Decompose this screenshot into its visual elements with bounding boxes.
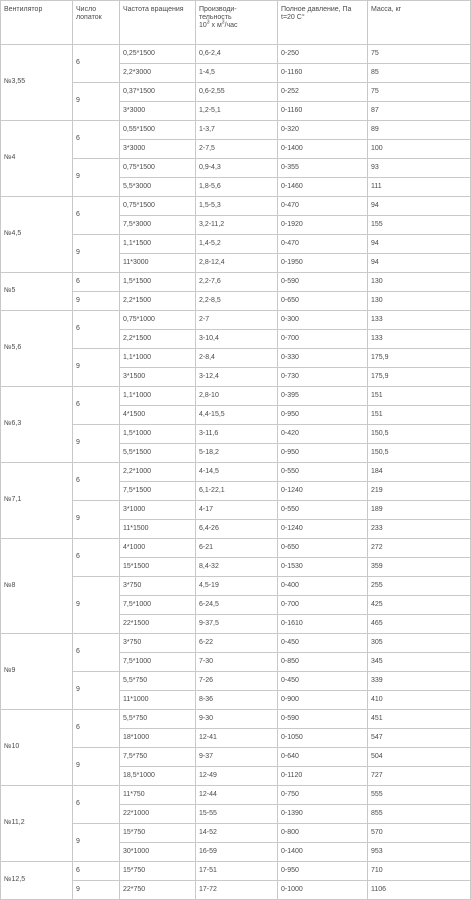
speed-cell: 2,2*3000 xyxy=(120,64,196,83)
speed-cell: 0,25*1500 xyxy=(120,45,196,64)
mass-cell: 339 xyxy=(368,672,471,691)
blade-count-cell: 9 xyxy=(73,235,120,273)
pressure-cell: 0-400 xyxy=(278,577,368,596)
blade-count-cell: 6 xyxy=(73,197,120,235)
speed-cell: 5,5*1500 xyxy=(120,444,196,463)
speed-cell: 4*1500 xyxy=(120,406,196,425)
blade-count-cell: 6 xyxy=(73,273,120,292)
pressure-cell: 0-1530 xyxy=(278,558,368,577)
pressure-cell: 0-1000 xyxy=(278,881,368,900)
unit-exp2: 3 xyxy=(221,19,225,26)
pressure-cell: 0-550 xyxy=(278,501,368,520)
mass-cell: 130 xyxy=(368,273,471,292)
capacity-cell: 4-14,5 xyxy=(196,463,278,482)
unit-mid: х м xyxy=(209,22,222,30)
speed-cell: 22*1500 xyxy=(120,615,196,634)
mass-cell: 111 xyxy=(368,178,471,197)
pressure-cell: 0-1400 xyxy=(278,140,368,159)
pressure-cell: 0-700 xyxy=(278,596,368,615)
mass-cell: 89 xyxy=(368,121,471,140)
mass-cell: 410 xyxy=(368,691,471,710)
mass-cell: 570 xyxy=(368,824,471,843)
speed-cell: 1,1*1000 xyxy=(120,387,196,406)
pressure-cell: 0-1120 xyxy=(278,767,368,786)
header-blades-line2: лопаток xyxy=(76,14,102,22)
mass-cell: 130 xyxy=(368,292,471,311)
pressure-cell: 0-252 xyxy=(278,83,368,102)
mass-cell: 305 xyxy=(368,634,471,653)
blade-count-cell: 9 xyxy=(73,577,120,634)
header-capacity-line2: тельность xyxy=(199,14,232,22)
mass-cell: 175,9 xyxy=(368,349,471,368)
capacity-cell: 6,1-22,1 xyxy=(196,482,278,501)
speed-cell: 0,75*1500 xyxy=(120,197,196,216)
speed-cell: 7,5*1500 xyxy=(120,482,196,501)
capacity-cell: 15-55 xyxy=(196,805,278,824)
fan-model-cell: №10 xyxy=(1,710,73,786)
pressure-cell: 0-1160 xyxy=(278,64,368,83)
table-row xyxy=(1,710,471,729)
capacity-cell: 8-36 xyxy=(196,691,278,710)
table-row xyxy=(1,273,471,292)
speed-cell: 7,5*3000 xyxy=(120,216,196,235)
header-row xyxy=(1,1,471,45)
mass-cell: 155 xyxy=(368,216,471,235)
speed-cell: 11*750 xyxy=(120,786,196,805)
blade-count-cell: 6 xyxy=(73,121,120,159)
capacity-cell: 17-72 xyxy=(196,881,278,900)
mass-cell: 727 xyxy=(368,767,471,786)
speed-cell: 15*750 xyxy=(120,824,196,843)
capacity-cell: 12-44 xyxy=(196,786,278,805)
pressure-cell: 0-950 xyxy=(278,406,368,425)
header-capacity-line1: Производи- xyxy=(199,6,237,13)
capacity-cell: 4,5-19 xyxy=(196,577,278,596)
capacity-cell: 12-41 xyxy=(196,729,278,748)
capacity-cell: 3-11,6 xyxy=(196,425,278,444)
mass-cell: 953 xyxy=(368,843,471,862)
mass-cell: 219 xyxy=(368,482,471,501)
capacity-cell: 2-8,4 xyxy=(196,349,278,368)
mass-cell: 272 xyxy=(368,539,471,558)
speed-cell: 1,1*1500 xyxy=(120,235,196,254)
fan-model-cell: №7,1 xyxy=(1,463,73,539)
capacity-cell: 2,8-12,4 xyxy=(196,254,278,273)
capacity-cell: 2,2-8,5 xyxy=(196,292,278,311)
mass-cell: 425 xyxy=(368,596,471,615)
mass-cell: 555 xyxy=(368,786,471,805)
table-row xyxy=(1,197,471,216)
header-capacity-unit xyxy=(199,19,238,30)
blade-count-cell: 9 xyxy=(73,501,120,539)
speed-cell: 11*1500 xyxy=(120,520,196,539)
speed-cell: 7,5*1000 xyxy=(120,653,196,672)
mass-cell: 345 xyxy=(368,653,471,672)
mass-cell: 94 xyxy=(368,197,471,216)
fan-model-cell: №5,6 xyxy=(1,311,73,387)
header-blades xyxy=(73,1,120,45)
pressure-cell: 0-1160 xyxy=(278,102,368,121)
blade-count-cell: 6 xyxy=(73,539,120,577)
pressure-cell: 0-900 xyxy=(278,691,368,710)
blade-count-cell: 6 xyxy=(73,786,120,824)
pressure-cell: 0-650 xyxy=(278,292,368,311)
fan-model-cell: №9 xyxy=(1,634,73,710)
capacity-cell: 6-21 xyxy=(196,539,278,558)
pressure-cell: 0-1390 xyxy=(278,805,368,824)
speed-cell: 2,2*1000 xyxy=(120,463,196,482)
speed-cell: 7,5*1000 xyxy=(120,596,196,615)
capacity-cell: 4-17 xyxy=(196,501,278,520)
mass-cell: 87 xyxy=(368,102,471,121)
capacity-cell: 3-10,4 xyxy=(196,330,278,349)
table-row xyxy=(1,862,471,881)
mass-cell: 94 xyxy=(368,235,471,254)
speed-cell: 0,75*1000 xyxy=(120,311,196,330)
speed-cell: 5,5*3000 xyxy=(120,178,196,197)
pressure-cell: 0-395 xyxy=(278,387,368,406)
header-blades-line1: Число xyxy=(76,6,97,13)
mass-cell: 151 xyxy=(368,406,471,425)
capacity-cell: 16-59 xyxy=(196,843,278,862)
mass-cell: 255 xyxy=(368,577,471,596)
speed-cell: 18*1000 xyxy=(120,729,196,748)
mass-cell: 150,5 xyxy=(368,425,471,444)
mass-cell: 359 xyxy=(368,558,471,577)
speed-cell: 0,75*1500 xyxy=(120,159,196,178)
header-mass xyxy=(368,1,471,45)
mass-cell: 189 xyxy=(368,501,471,520)
table-row xyxy=(1,387,471,406)
speed-cell: 15*1500 xyxy=(120,558,196,577)
mass-cell: 151 xyxy=(368,387,471,406)
table-row xyxy=(1,121,471,140)
pressure-cell: 0-1240 xyxy=(278,482,368,501)
header-mass-label: Масса, кг xyxy=(371,6,402,13)
blade-count-cell: 6 xyxy=(73,463,120,501)
pressure-cell: 0-800 xyxy=(278,824,368,843)
capacity-cell: 9-37 xyxy=(196,748,278,767)
blade-count-cell: 6 xyxy=(73,45,120,83)
capacity-cell: 14-52 xyxy=(196,824,278,843)
capacity-cell: 1-4,5 xyxy=(196,64,278,83)
header-pressure-line1: Полное давление, Па xyxy=(281,6,352,13)
speed-cell: 5,5*750 xyxy=(120,710,196,729)
fan-model-cell: №8 xyxy=(1,539,73,634)
speed-cell: 3*750 xyxy=(120,634,196,653)
fan-model-cell: №11,2 xyxy=(1,786,73,862)
pressure-cell: 0-950 xyxy=(278,444,368,463)
blade-count-cell: 6 xyxy=(73,710,120,748)
table-row xyxy=(1,786,471,805)
pressure-cell: 0-470 xyxy=(278,235,368,254)
fan-model-cell: №4 xyxy=(1,121,73,197)
pressure-cell: 0-550 xyxy=(278,463,368,482)
pressure-cell: 0-590 xyxy=(278,710,368,729)
mass-cell: 100 xyxy=(368,140,471,159)
pressure-cell: 0-1240 xyxy=(278,520,368,539)
capacity-cell: 1-3,7 xyxy=(196,121,278,140)
capacity-cell: 1,2-5,1 xyxy=(196,102,278,121)
mass-cell: 175,9 xyxy=(368,368,471,387)
pressure-cell: 0-300 xyxy=(278,311,368,330)
capacity-cell: 2,8-10 xyxy=(196,387,278,406)
table-row xyxy=(1,45,471,64)
speed-cell: 11*1000 xyxy=(120,691,196,710)
table-header xyxy=(1,1,471,45)
speed-cell: 18,5*1000 xyxy=(120,767,196,786)
blade-count-cell: 9 xyxy=(73,349,120,387)
pressure-cell: 0-950 xyxy=(278,862,368,881)
header-fan-label: Вентилятор xyxy=(4,6,43,13)
speed-cell: 1,5*1000 xyxy=(120,425,196,444)
speed-cell: 2,2*1500 xyxy=(120,330,196,349)
capacity-cell: 2-7,5 xyxy=(196,140,278,159)
fan-model-cell: №3,55 xyxy=(1,45,73,121)
pressure-cell: 0-700 xyxy=(278,330,368,349)
mass-cell: 710 xyxy=(368,862,471,881)
capacity-cell: 17-51 xyxy=(196,862,278,881)
mass-cell: 233 xyxy=(368,520,471,539)
mass-cell: 1106 xyxy=(368,881,471,900)
pressure-cell: 0-1460 xyxy=(278,178,368,197)
header-fan xyxy=(1,1,73,45)
mass-cell: 451 xyxy=(368,710,471,729)
speed-cell: 5,5*750 xyxy=(120,672,196,691)
table-row xyxy=(1,463,471,482)
capacity-cell: 2-7 xyxy=(196,311,278,330)
speed-cell: 15*750 xyxy=(120,862,196,881)
capacity-cell: 6-24,5 xyxy=(196,596,278,615)
pressure-cell: 0-320 xyxy=(278,121,368,140)
speed-cell: 1,5*1500 xyxy=(120,273,196,292)
mass-cell: 133 xyxy=(368,330,471,349)
speed-cell: 30*1000 xyxy=(120,843,196,862)
blade-count-cell: 9 xyxy=(73,824,120,862)
blade-count-cell: 9 xyxy=(73,881,120,900)
header-speed xyxy=(120,1,196,45)
header-capacity xyxy=(196,1,278,45)
header-speed-label: Частота вращения xyxy=(123,6,184,13)
pressure-cell: 0-590 xyxy=(278,273,368,292)
capacity-cell: 7-30 xyxy=(196,653,278,672)
speed-cell: 11*3000 xyxy=(120,254,196,273)
header-pressure-line2: t=20 C° xyxy=(281,14,305,22)
blade-count-cell: 9 xyxy=(73,159,120,197)
pressure-cell: 0-355 xyxy=(278,159,368,178)
pressure-cell: 0-250 xyxy=(278,45,368,64)
blade-count-cell: 6 xyxy=(73,862,120,881)
table-row xyxy=(1,539,471,558)
pressure-cell: 0-1610 xyxy=(278,615,368,634)
pressure-cell: 0-730 xyxy=(278,368,368,387)
mass-cell: 504 xyxy=(368,748,471,767)
blade-count-cell: 9 xyxy=(73,83,120,121)
capacity-cell: 1,5-5,3 xyxy=(196,197,278,216)
speed-cell: 2,2*1500 xyxy=(120,292,196,311)
capacity-cell: 8,4-32 xyxy=(196,558,278,577)
pressure-cell: 0-650 xyxy=(278,539,368,558)
mass-cell: 85 xyxy=(368,64,471,83)
pressure-cell: 0-420 xyxy=(278,425,368,444)
capacity-cell: 4,4-15,5 xyxy=(196,406,278,425)
speed-cell: 3*3000 xyxy=(120,140,196,159)
mass-cell: 75 xyxy=(368,45,471,64)
mass-cell: 150,5 xyxy=(368,444,471,463)
pressure-cell: 0-450 xyxy=(278,672,368,691)
capacity-cell: 5-18,2 xyxy=(196,444,278,463)
mass-cell: 133 xyxy=(368,311,471,330)
capacity-cell: 9-30 xyxy=(196,710,278,729)
mass-cell: 93 xyxy=(368,159,471,178)
capacity-cell: 9-37,5 xyxy=(196,615,278,634)
capacity-cell: 3,2-11,2 xyxy=(196,216,278,235)
capacity-cell: 6-22 xyxy=(196,634,278,653)
table-body xyxy=(1,45,471,900)
capacity-cell: 12-49 xyxy=(196,767,278,786)
unit-exp: 3 xyxy=(206,19,210,26)
capacity-cell: 3-12,4 xyxy=(196,368,278,387)
table-row xyxy=(1,311,471,330)
unit-post: /час xyxy=(224,22,238,30)
mass-cell: 184 xyxy=(368,463,471,482)
table-row xyxy=(1,634,471,653)
speed-cell: 3*750 xyxy=(120,577,196,596)
blade-count-cell: 9 xyxy=(73,425,120,463)
mass-cell: 75 xyxy=(368,83,471,102)
speed-cell: 3*3000 xyxy=(120,102,196,121)
mass-cell: 94 xyxy=(368,254,471,273)
header-pressure xyxy=(278,1,368,45)
speed-cell: 3*1500 xyxy=(120,368,196,387)
capacity-cell: 1,4-5,2 xyxy=(196,235,278,254)
pressure-cell: 0-640 xyxy=(278,748,368,767)
speed-cell: 0,55*1500 xyxy=(120,121,196,140)
blade-count-cell: 9 xyxy=(73,748,120,786)
capacity-cell: 0,6-2,55 xyxy=(196,83,278,102)
blade-count-cell: 6 xyxy=(73,311,120,349)
pressure-cell: 0-850 xyxy=(278,653,368,672)
pressure-cell: 0-470 xyxy=(278,197,368,216)
speed-cell: 3*1000 xyxy=(120,501,196,520)
blade-count-cell: 9 xyxy=(73,672,120,710)
capacity-cell: 7-26 xyxy=(196,672,278,691)
blade-count-cell: 6 xyxy=(73,634,120,672)
capacity-cell: 0,9-4,3 xyxy=(196,159,278,178)
blade-count-cell: 6 xyxy=(73,387,120,425)
capacity-cell: 1,8-5,6 xyxy=(196,178,278,197)
capacity-cell: 6,4-26 xyxy=(196,520,278,539)
fan-model-cell: №4,5 xyxy=(1,197,73,273)
capacity-cell: 2,2-7,6 xyxy=(196,273,278,292)
speed-cell: 1,1*1000 xyxy=(120,349,196,368)
mass-cell: 465 xyxy=(368,615,471,634)
speed-cell: 22*750 xyxy=(120,881,196,900)
mass-cell: 855 xyxy=(368,805,471,824)
unit-base: 10 xyxy=(199,22,207,30)
pressure-cell: 0-450 xyxy=(278,634,368,653)
speed-cell: 0,37*1500 xyxy=(120,83,196,102)
pressure-cell: 0-750 xyxy=(278,786,368,805)
mass-cell: 547 xyxy=(368,729,471,748)
pressure-cell: 0-1050 xyxy=(278,729,368,748)
speed-cell: 22*1000 xyxy=(120,805,196,824)
speed-cell: 7,5*750 xyxy=(120,748,196,767)
fan-model-cell: №5 xyxy=(1,273,73,311)
blade-count-cell: 9 xyxy=(73,292,120,311)
capacity-cell: 0,6-2,4 xyxy=(196,45,278,64)
fan-model-cell: №12,5 xyxy=(1,862,73,900)
pressure-cell: 0-1950 xyxy=(278,254,368,273)
pressure-cell: 0-330 xyxy=(278,349,368,368)
pressure-cell: 0-1400 xyxy=(278,843,368,862)
pressure-cell: 0-1920 xyxy=(278,216,368,235)
fan-model-cell: №6,3 xyxy=(1,387,73,463)
speed-cell: 4*1000 xyxy=(120,539,196,558)
